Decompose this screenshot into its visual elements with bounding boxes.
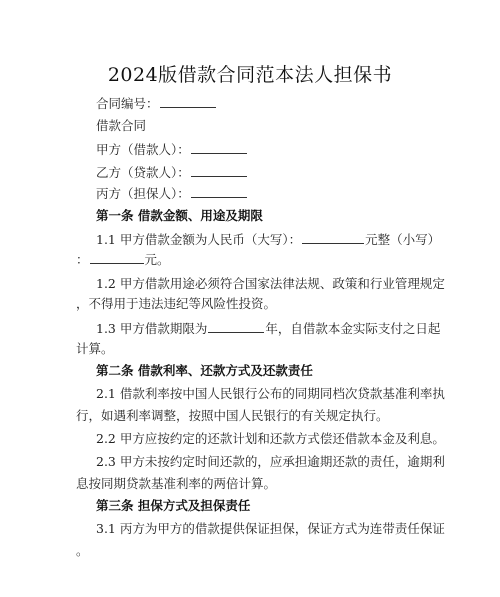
clause-2-3-line-1: 2.3 甲方未按约定时间还款的，应承担逾期还款的责任，逾期利 <box>96 454 445 469</box>
party-c-label: 丙方（担保人）： <box>96 186 190 201</box>
amount-uppercase-blank <box>302 231 364 244</box>
clause-1-3-line-1 <box>96 320 440 337</box>
party-a-blank <box>191 141 247 154</box>
clause-3-1-line-1: 3.1 丙方为甲方的借款提供保证担保，保证方式为连带责任保证 <box>96 521 445 536</box>
clause-1-1-line-1 <box>96 231 440 248</box>
clause-2-1-line-1: 2.1 借款利率按中国人民银行公布的同期同档次贷款基准利率执 <box>96 386 445 401</box>
clause-1-1-line-2 <box>76 251 170 268</box>
contract-number-blank <box>160 95 216 108</box>
party-a-line <box>96 141 248 158</box>
clause-1-3-line-2: 计算。 <box>76 341 114 356</box>
article-2-heading: 第二条 借款利率、还款方式及还款责任 <box>96 363 313 378</box>
loan-term-blank <box>208 320 264 333</box>
party-b-label: 乙方（贷款人）： <box>96 165 190 180</box>
party-c-line <box>96 185 248 202</box>
contract-name: 借款合同 <box>96 118 147 133</box>
clause-2-3-line-2: 息按同期贷款基准利率的两倍计算。 <box>76 476 277 491</box>
clause-1-3-text-b: 年，自借款本金实际支付之日起 <box>265 321 441 336</box>
clause-1-3-text-a: 1.3 甲方借款期限为 <box>96 321 208 336</box>
article-3-heading: 第三条 担保方式及担保责任 <box>96 498 251 513</box>
party-a-label: 甲方（借款人）： <box>96 142 190 157</box>
article-1-heading: 第一条 借款金额、用途及期限 <box>96 208 263 223</box>
contract-number-line <box>96 95 217 112</box>
document-title: 2024版借款合同范本法人担保书 <box>107 64 393 86</box>
clause-1-2-line-2: ，不得用于违法违纪等风险性投资。 <box>76 296 277 311</box>
clause-2-1-line-2: 行，如遇利率调整，按照中国人民银行的有关规定执行。 <box>76 408 389 423</box>
party-c-blank <box>191 185 247 198</box>
clause-3-1-line-2: 。 <box>76 543 89 558</box>
clause-1-1-text-c: ： <box>76 252 89 267</box>
contract-number-label: 合同编号： <box>96 96 159 111</box>
clause-1-1-text-a: 1.1 甲方借款金额为人民币（大写）： <box>96 232 302 247</box>
amount-lowercase-blank <box>90 251 144 264</box>
clause-1-1-text-b: 元整（小写） <box>365 232 441 247</box>
clause-2-2: 2.2 甲方应按约定的还款计划和还款方式偿还借款本金及利息。 <box>96 431 445 446</box>
party-b-blank <box>191 164 247 177</box>
party-b-line <box>96 164 248 181</box>
clause-1-1-text-d: 元。 <box>144 252 170 267</box>
clause-1-2-line-1: 1.2 甲方借款用途必须符合国家法律法规、政策和行业管理规定 <box>96 276 445 291</box>
